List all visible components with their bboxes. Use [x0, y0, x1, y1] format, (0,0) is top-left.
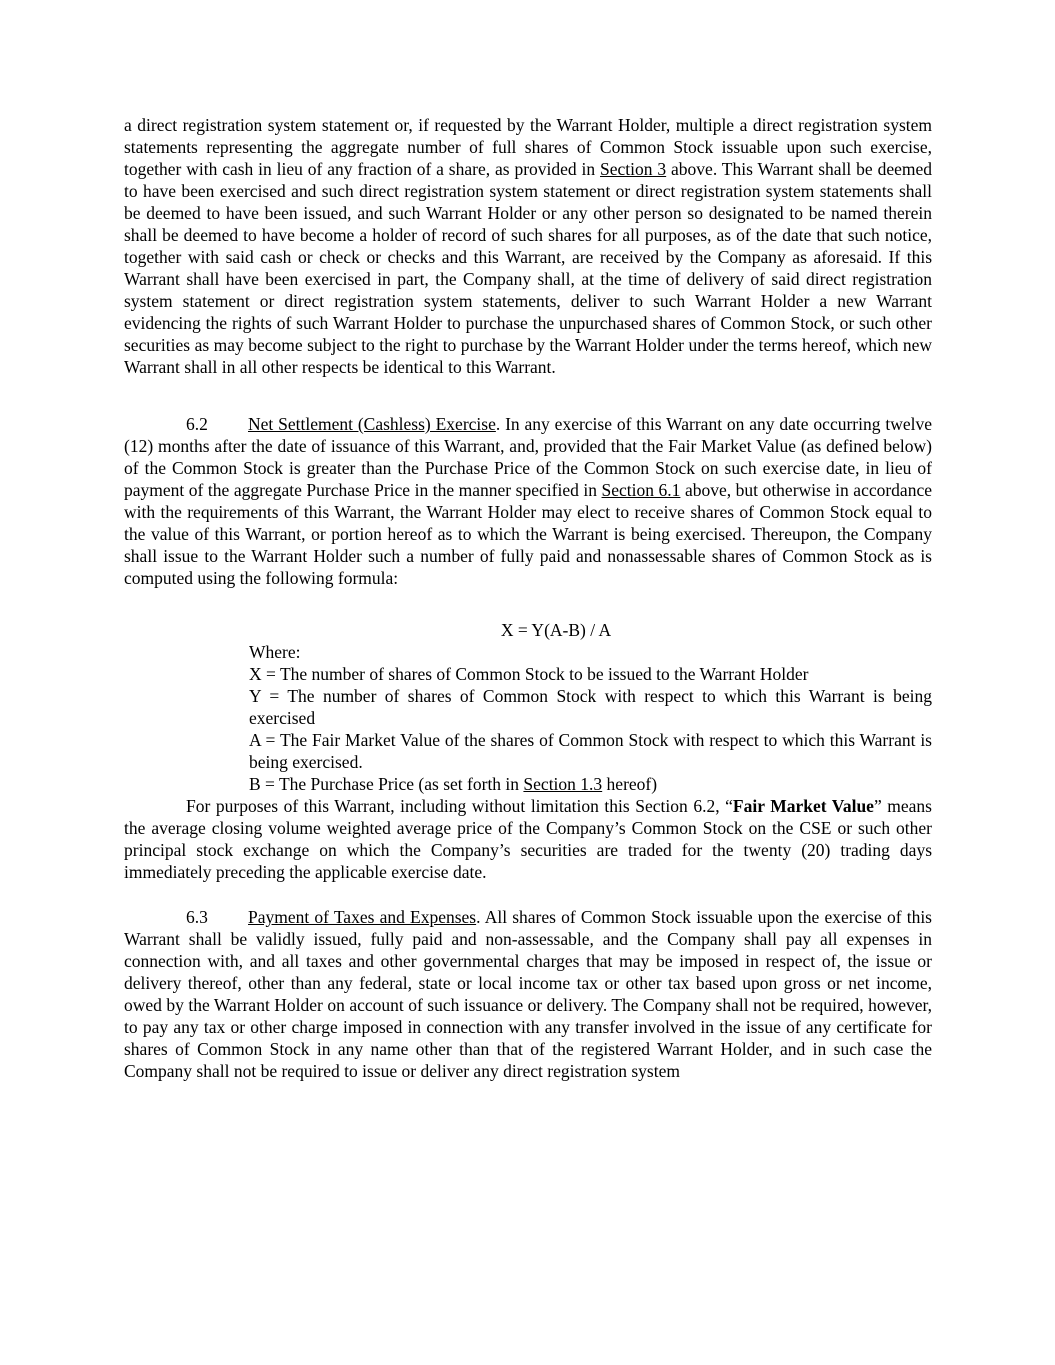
section-number-6-2: 6.2 [186, 414, 208, 434]
text-run: For purposes of this Warrant, including without limitation this Section 6.2, “ [186, 796, 733, 816]
text-run: a direct registration system statement or, if requested by the Warrant Holder, multiple a direct registration system statements representing the aggregate number of full shares of Common Stock issuable upon such exercise, together with cash in lieu of any fraction of a share, as provided in [124, 115, 932, 179]
section-6-3-paragraph [124, 906, 932, 1082]
text-run-underline: Net Settlement (Cashless) Exercise [248, 414, 496, 434]
text-run: Where: [249, 642, 301, 662]
definition-b [249, 773, 932, 795]
text-run-underline: Section 3 [600, 159, 667, 179]
text-run: X = The number of shares of Common Stock to be issued to the Warrant Holder [249, 664, 809, 684]
definition-y [249, 685, 932, 729]
text-run-underline: Section 6.1 [601, 480, 681, 500]
text-run: . In any exercise of this Warrant on any date occurring twelve (12) months after the date of issuance of this Warrant, and, provided that the Fair Market Value (as defined below) of the Common Stock is greater than the Purchase Price of the Common Stock on such exercise date, in lieu of payment of the aggregate Purchase Price in the manner specified in [124, 414, 932, 500]
cashless-exercise-formula: X = Y(A-B) / A [500, 620, 612, 640]
text-run: ” means the average closing volume weighted average price of the Company’s Common Stock on the CSE or such other principal stock exchange on which the Company’s securities are traded for the twenty (20) trading days immediately preceding the applicable exercise date. [124, 796, 932, 882]
text-run: Y = The number of shares of Common Stock with respect to which this Warrant is being exercised [249, 686, 932, 728]
definition-x [249, 663, 932, 685]
text-run: hereof) [602, 774, 658, 794]
section-6-2-paragraph [124, 413, 932, 589]
section-number-6-3: 6.3 [186, 907, 208, 927]
text-run-bold: Fair Market Value [732, 796, 874, 816]
text-run-underline: Payment of Taxes and Expenses [248, 907, 477, 927]
definition-a [249, 729, 932, 773]
paragraph-continuation [124, 114, 932, 378]
text-run: above. This Warrant shall be deemed to have been exercised and such direct registration system statement or direct registration system statements shall be deemed to have been issued, and such Warrant Holder or any other person so designated to be named therein shall be deemed to have become a holder of record of such shares for all purposes, as of the date that such notice, together with said cash or check or checks and this Warrant, are received by the Company as aforesaid. If this Warrant shall have been exercised in part, the Company shall, at the time of delivery of said direct registration system statement or direct registration system statements, deliver to such Warrant Holder a new Warrant evidencing the rights of such Warrant Holder to purchase the unpurchased shares of Common Stock, or such other securities as may become subject to the right to purchase by the Warrant Holder under the terms hereof, which new Warrant shall in all other respects be identical to this Warrant. [124, 159, 932, 377]
text-run: above, but otherwise in accordance with the requirements of this Warrant, the Warrant Holder may elect to receive shares of Common Stock equal to the value of this Warrant, or portion hereof as to which the Warrant is being exercised. Thereupon, the Company shall issue to the Warrant Holder such a number of fully paid and nonassessable shares of Common Stock as is computed using the following formula: [124, 480, 932, 588]
where-label [249, 641, 932, 663]
text-run: . All shares of Common Stock issuable upon the exercise of this Warrant shall be validly issued, fully paid and non-assessable, and the Company shall pay all expenses in connection with, and all taxes and other governmental charges that may be imposed in respect of, the issue or delivery thereof, other than any federal, state or local income tax or other tax based upon gross or net income, owed by the Warrant Holder on account of such issuance or delivery. The Company shall not be required, however, to pay any tax or other charge imposed in connection with any transfer involved in the issue of any certificate for shares of Common Stock in any name other than that of the registered Warrant Holder, and in such case the Company shall not be required to issue or deliver any direct registration system [124, 907, 932, 1081]
text-run: A = The Fair Market Value of the shares of Common Stock with respect to which this Warrant is being exercised. [249, 730, 932, 772]
text-run: B = The Purchase Price (as set forth in [249, 774, 524, 794]
text-run-underline: Section 1.3 [523, 774, 603, 794]
paragraph-fair-market-value [124, 795, 932, 883]
